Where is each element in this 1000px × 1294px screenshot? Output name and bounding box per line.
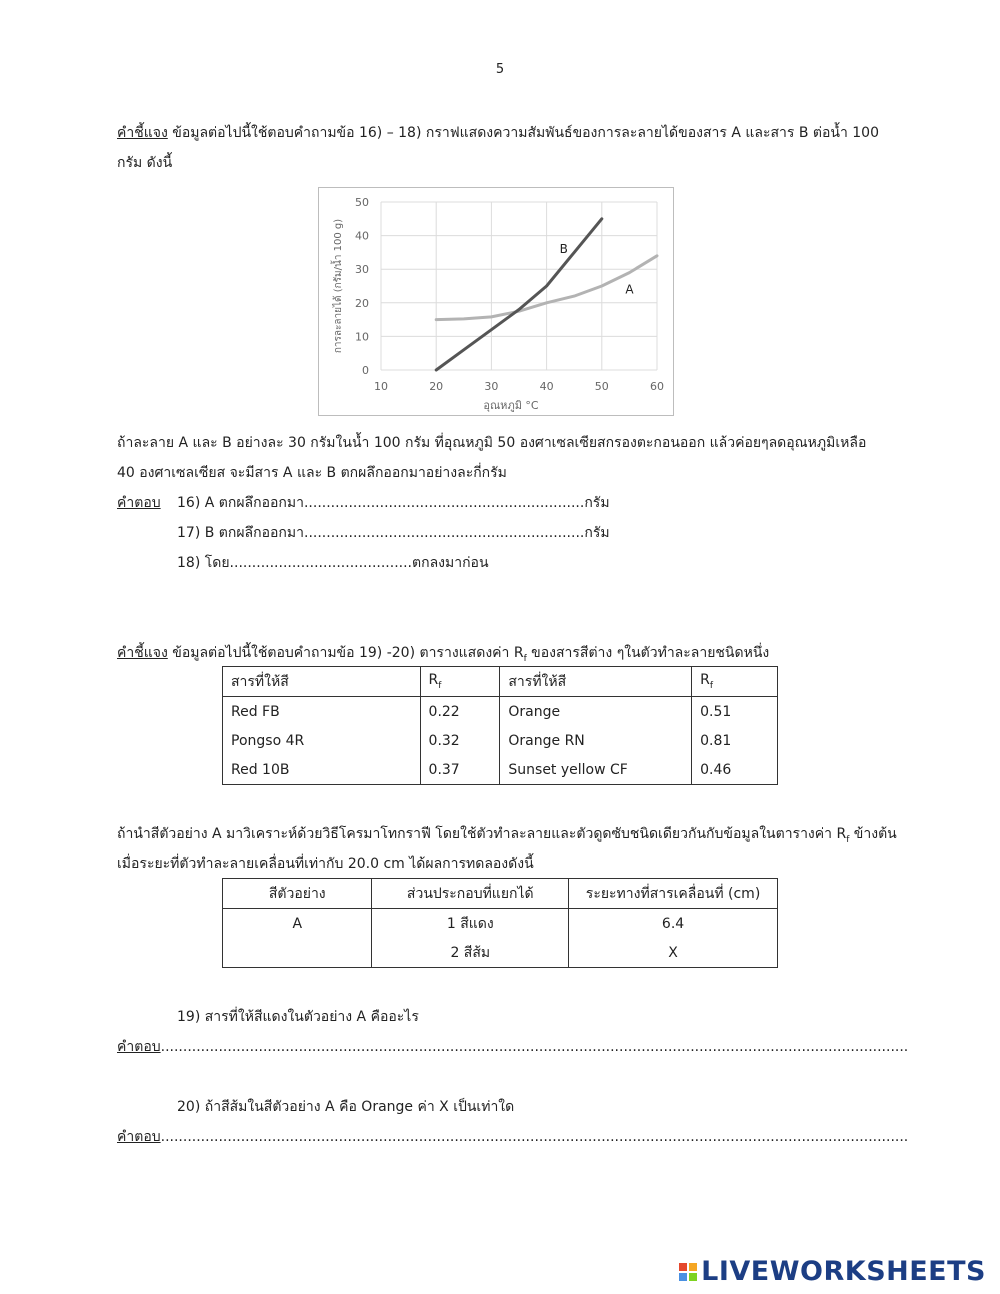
x-tick-label: 60 [650, 380, 664, 393]
series-label-B: B [559, 242, 568, 257]
solubility-chart [319, 188, 673, 415]
question-18-blank[interactable]: 18) โดย.........................................ตกลงมาก่อน [177, 555, 489, 571]
rf-header-dye-2: สารที่ให้สี [500, 667, 692, 697]
y-tick-label: 10 [355, 330, 369, 344]
answer-19-line[interactable]: คำตอบ........................................................................................................................................................................ [117, 1039, 909, 1055]
liveworksheets-logo-icon [679, 1263, 697, 1281]
directive-text-cont: กรัม ดังนี้ [117, 155, 173, 171]
result-header: ส่วนประกอบที่แยกได้ [372, 879, 569, 909]
rf-cell: 0.37 [420, 755, 500, 785]
directive-label: คำชี้แจง [117, 125, 168, 141]
rf-table-header [223, 667, 778, 697]
x-tick-label: 50 [594, 380, 609, 393]
solubility-chart-frame [318, 187, 674, 416]
rf-cell: 0.32 [420, 726, 500, 755]
table-row [223, 697, 778, 727]
series-label-A: A [625, 282, 634, 297]
rf-cell: Sunset yellow CF [500, 755, 692, 785]
table-row [223, 755, 778, 785]
answer-label-16: คำตอบ [117, 495, 161, 511]
result-cell: 6.4 [569, 909, 778, 939]
y-tick-label: 0 [362, 364, 369, 377]
directive-19-20 [117, 642, 769, 664]
result-header: สีตัวอย่าง [223, 879, 372, 909]
table-row [223, 909, 778, 939]
result-cell [223, 938, 372, 968]
y-tick-label: 20 [355, 296, 369, 310]
liveworksheets-logo-text: LIVEWORKSHEETS [701, 1256, 986, 1287]
result-header: ระยะทางที่สารเคลื่อนที่ (cm) [569, 879, 778, 909]
y-tick-label: 50 [355, 196, 369, 209]
y-tick-label: 30 [355, 263, 369, 277]
result-cell: X [569, 938, 778, 968]
question-17-blank[interactable]: 17) B ตกผลึกออกมา...............................................................กรัม [177, 525, 610, 541]
question-19: 19) สารที่ให้สีแดงในตัวอย่าง A คืออะไร [177, 1009, 419, 1025]
x-tick-label: 20 [429, 380, 444, 393]
paragraph-line-2: เมื่อระยะที่ตัวทำละลายเคลื่อนที่เท่ากับ 20.0 cm ได้ผลการทดลองดังนี้ [117, 856, 534, 872]
y-axis-label: การละลายได้ (กรัม/น้ำ 100 g) [333, 218, 344, 354]
x-tick-label: 40 [539, 380, 554, 393]
table-row [223, 726, 778, 755]
rf-table [222, 666, 778, 785]
rf-cell: Red FB [223, 697, 421, 727]
result-cell: 1 สีแดง [372, 909, 569, 939]
x-tick-label: 30 [484, 380, 499, 393]
result-table [222, 878, 778, 968]
directive-label-2: คำชี้แจง [117, 645, 168, 661]
directive-16-18 [117, 122, 879, 144]
rf-cell: Red 10B [223, 755, 421, 785]
rf-cell: Pongso 4R [223, 726, 421, 755]
directive-text-2b: ของสารสีต่าง ๆในตัวทำละลายชนิดหนึ่ง [526, 645, 770, 661]
result-table-header [223, 879, 778, 909]
rf-header-rf-2: $R_f$ [692, 667, 778, 697]
rf-cell: 0.46 [692, 755, 778, 785]
directive-sub: f [523, 653, 527, 664]
rf-cell: Orange [500, 697, 692, 727]
rf-cell: Orange RN [500, 726, 692, 755]
rf-header-dye-1: สารที่ให้สี [223, 667, 421, 697]
paragraph-line-1: ถ้านำสีตัวอย่าง A มาวิเคราะห์ด้วยวิธีโครมาโทกราฟี โดยใช้ตัวทำละลายและตัวดูดซับชนิดเดียวกันกับข้อมูลในตารางค่า $R_f$ ข้างต้น [117, 826, 897, 845]
rf-header-rf-1: $R_f$ [420, 667, 500, 697]
rf-cell: 0.51 [692, 697, 778, 727]
answer-20-line[interactable]: คำตอบ........................................................................................................................................................................ [117, 1129, 909, 1145]
result-cell: A [223, 909, 372, 939]
liveworksheets-logo [679, 1256, 986, 1287]
question-line-1: ถ้าละลาย A และ B อย่างละ 30 กรัมในน้ำ 100 กรัม ที่อุณหภูมิ 50 องศาเซลเซียสกรองตะกอนออก แล้วค่อยๆลดอุณหภูมิเหลือ [117, 435, 867, 451]
x-tick-label: 10 [374, 380, 388, 393]
question-16-blank[interactable]: 16) A ตกผลึกออกมา...............................................................กรัม [177, 495, 610, 511]
y-tick-label: 40 [355, 229, 369, 243]
x-axis-label: อุณหภูมิ °C [483, 399, 539, 412]
result-cell: 2 สีส้ม [372, 938, 569, 968]
rf-cell: 0.22 [420, 697, 500, 727]
directive-text-2a: ข้อมูลต่อไปนี้ใช้ตอบคำถามข้อ 19) -20) ตารางแสดงค่า R [167, 645, 524, 661]
rf-cell: 0.81 [692, 726, 778, 755]
page-number: 5 [495, 62, 505, 77]
directive-text: ข้อมูลต่อไปนี้ใช้ตอบคำถามข้อ 16) – 18) กราฟแสดงความสัมพันธ์ของการละลายได้ของสาร A และสาร B ต่อน้ำ 100 [167, 125, 880, 141]
question-line-2: 40 องศาเซลเซียส จะมีสาร A และ B ตกผลึกออกมาอย่างละกี่กรัม [117, 465, 507, 481]
table-row [223, 938, 778, 968]
question-20: 20) ถ้าสีส้มในสีตัวอย่าง A คือ Orange ค่า X เป็นเท่าใด [177, 1099, 515, 1115]
